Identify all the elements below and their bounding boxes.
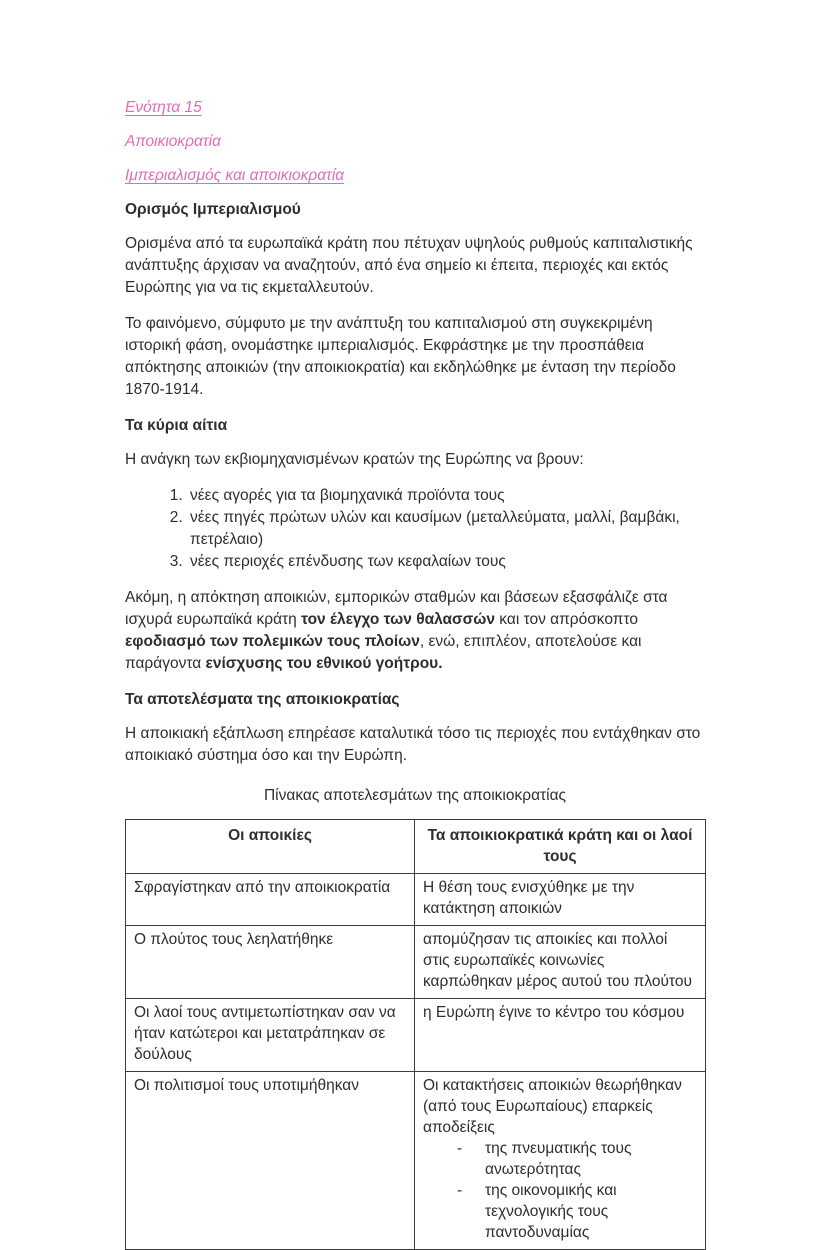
table-row [126,874,706,926]
cell-bullet-text: της πνευματικής τους ανωτερότητας [485,1140,632,1178]
paragraph-causes-intro: Η ανάγκη των εκβιομηχανισμένων κρατών της Ευρώπης να βρουν: [125,451,584,468]
text-segment: , ενώ, επιπλέον, αποτελούσε και παράγοντα [125,633,642,672]
table-row [126,1072,706,1250]
table-cell-left: Σφραγίστηκαν από την αποικιοκρατία [126,874,415,926]
list-item-text: νέες αγορές για τα βιομηχανικά προϊόντα τους [190,487,505,504]
text-segment: και τον απρόσκοπτο [494,611,638,628]
table-row [126,926,706,999]
table-caption: Πίνακας αποτελεσμάτων της αποικιοκρατίας [263,787,567,804]
paragraph-results-intro: Η αποικιακή εξάπλωση επηρέασε καταλυτικά τόσο τις περιοχές που εντάχθηκαν στο αποικιακό σύστημα όσο και την Ευρώπη. [125,725,701,764]
table-cell-right [415,1072,706,1250]
text-segment: τον έλεγχο των θαλασσών [301,611,495,628]
heading-causes: Τα κύρια αίτια [125,417,228,434]
table-cell-right: η Ευρώπη έγινε το κέντρο του κόσμου [415,999,706,1072]
list-item-text: νέες περιοχές επένδυσης των κεφαλαίων τους [190,553,506,570]
list-item-text: νέες πηγές πρώτων υλών και καυσίμων (μεταλλεύματα, μαλλί, βαμβάκι, πετρέλαιο) [190,509,680,548]
heading-definition: Ορισμός Ιμπεριαλισμού [125,201,301,218]
table-cell-right: απομύζησαν τις αποικίες και πολλοί στις ευρωπαϊκές κοινωνίες καρπώθηκαν μέρος αυτού του πλούτου [415,926,706,999]
table-header-colonial-states: Τα αποικιοκρατικά κράτη και οι λαοί τους [415,820,706,874]
list-item [187,551,705,573]
table-row [126,999,706,1072]
table-cell-left: Οι πολιτισμοί τους υποτιμήθηκαν [126,1072,415,1250]
list-item [187,507,705,551]
heading-unit: Ενότητα 15 [125,99,202,116]
heading-results: Τα αποτελέσματα της αποικιοκρατίας [125,691,400,708]
text-segment: εφοδιασμό των πολεμικών τους πλοίων [125,633,420,650]
cell-bullet-item [423,1180,697,1243]
table-header-colonies: Οι αποικίες [126,820,415,874]
cell-bullet-list [423,1138,697,1243]
cell-bullet-text: της οικονομικής και τεχνολογικής τους παντοδυναμίας [485,1182,617,1241]
table-cell-left: Οι λαοί τους αντιμετωπίστηκαν σαν να ήταν κατώτεροι και μετατράπηκαν σε δούλους [126,999,415,1072]
table-header-row [126,820,706,874]
cell-lead-text: Οι κατακτήσεις αποικιών θεωρήθηκαν (από τους Ευρωπαίους) επαρκείς αποδείξεις [423,1077,682,1136]
list-item [187,485,705,507]
heading-topic: Αποικιοκρατία [125,133,221,150]
table-cell-left: Ο πλούτος τους λεηλατήθηκε [126,926,415,999]
table-cell-right: Η θέση τους ενισχύθηκε με την κατάκτηση αποικιών [415,874,706,926]
heading-subtopic: Ιμπεριαλισμός και αποικιοκρατία [125,167,345,184]
paragraph-definition-1: Ορισμένα από τα ευρωπαϊκά κράτη που πέτυχαν υψηλούς ρυθμούς καπιταλιστικής ανάπτυξης άρχισαν να αναζητούν, από ένα σημείο κι έπειτα, περιοχές και εκτός Ευρώπης για να τις εκμεταλλευτούν. [125,235,693,296]
results-table [125,819,706,1250]
dash-marker: - [457,1140,463,1157]
text-segment: ενίσχυσης του εθνικού γοήτρου. [205,655,443,672]
paragraph-definition-2: Το φαινόμενο, σύμφυτο με την ανάπτυξη του καπιταλισμού στη συγκεκριμένη ιστορική φάση, ονομάστηκε ιμπεριαλισμός. Εκφράστηκε με την προσπάθεια απόκτησης αποικιών (την αποικιοκρατία) και εκδηλώθηκε με ένταση την περίοδο 1870-1914. [125,315,676,398]
text-segment: Ακόμη, η απόκτηση αποικιών, εμπορικών σταθμών και βάσεων εξασφάλιζε στα ισχυρά ευρωπαϊκά κράτη [125,589,668,628]
paragraph-benefits [125,587,705,675]
cell-bullet-item [423,1138,697,1180]
causes-list [125,485,705,573]
dash-marker: - [457,1182,463,1199]
